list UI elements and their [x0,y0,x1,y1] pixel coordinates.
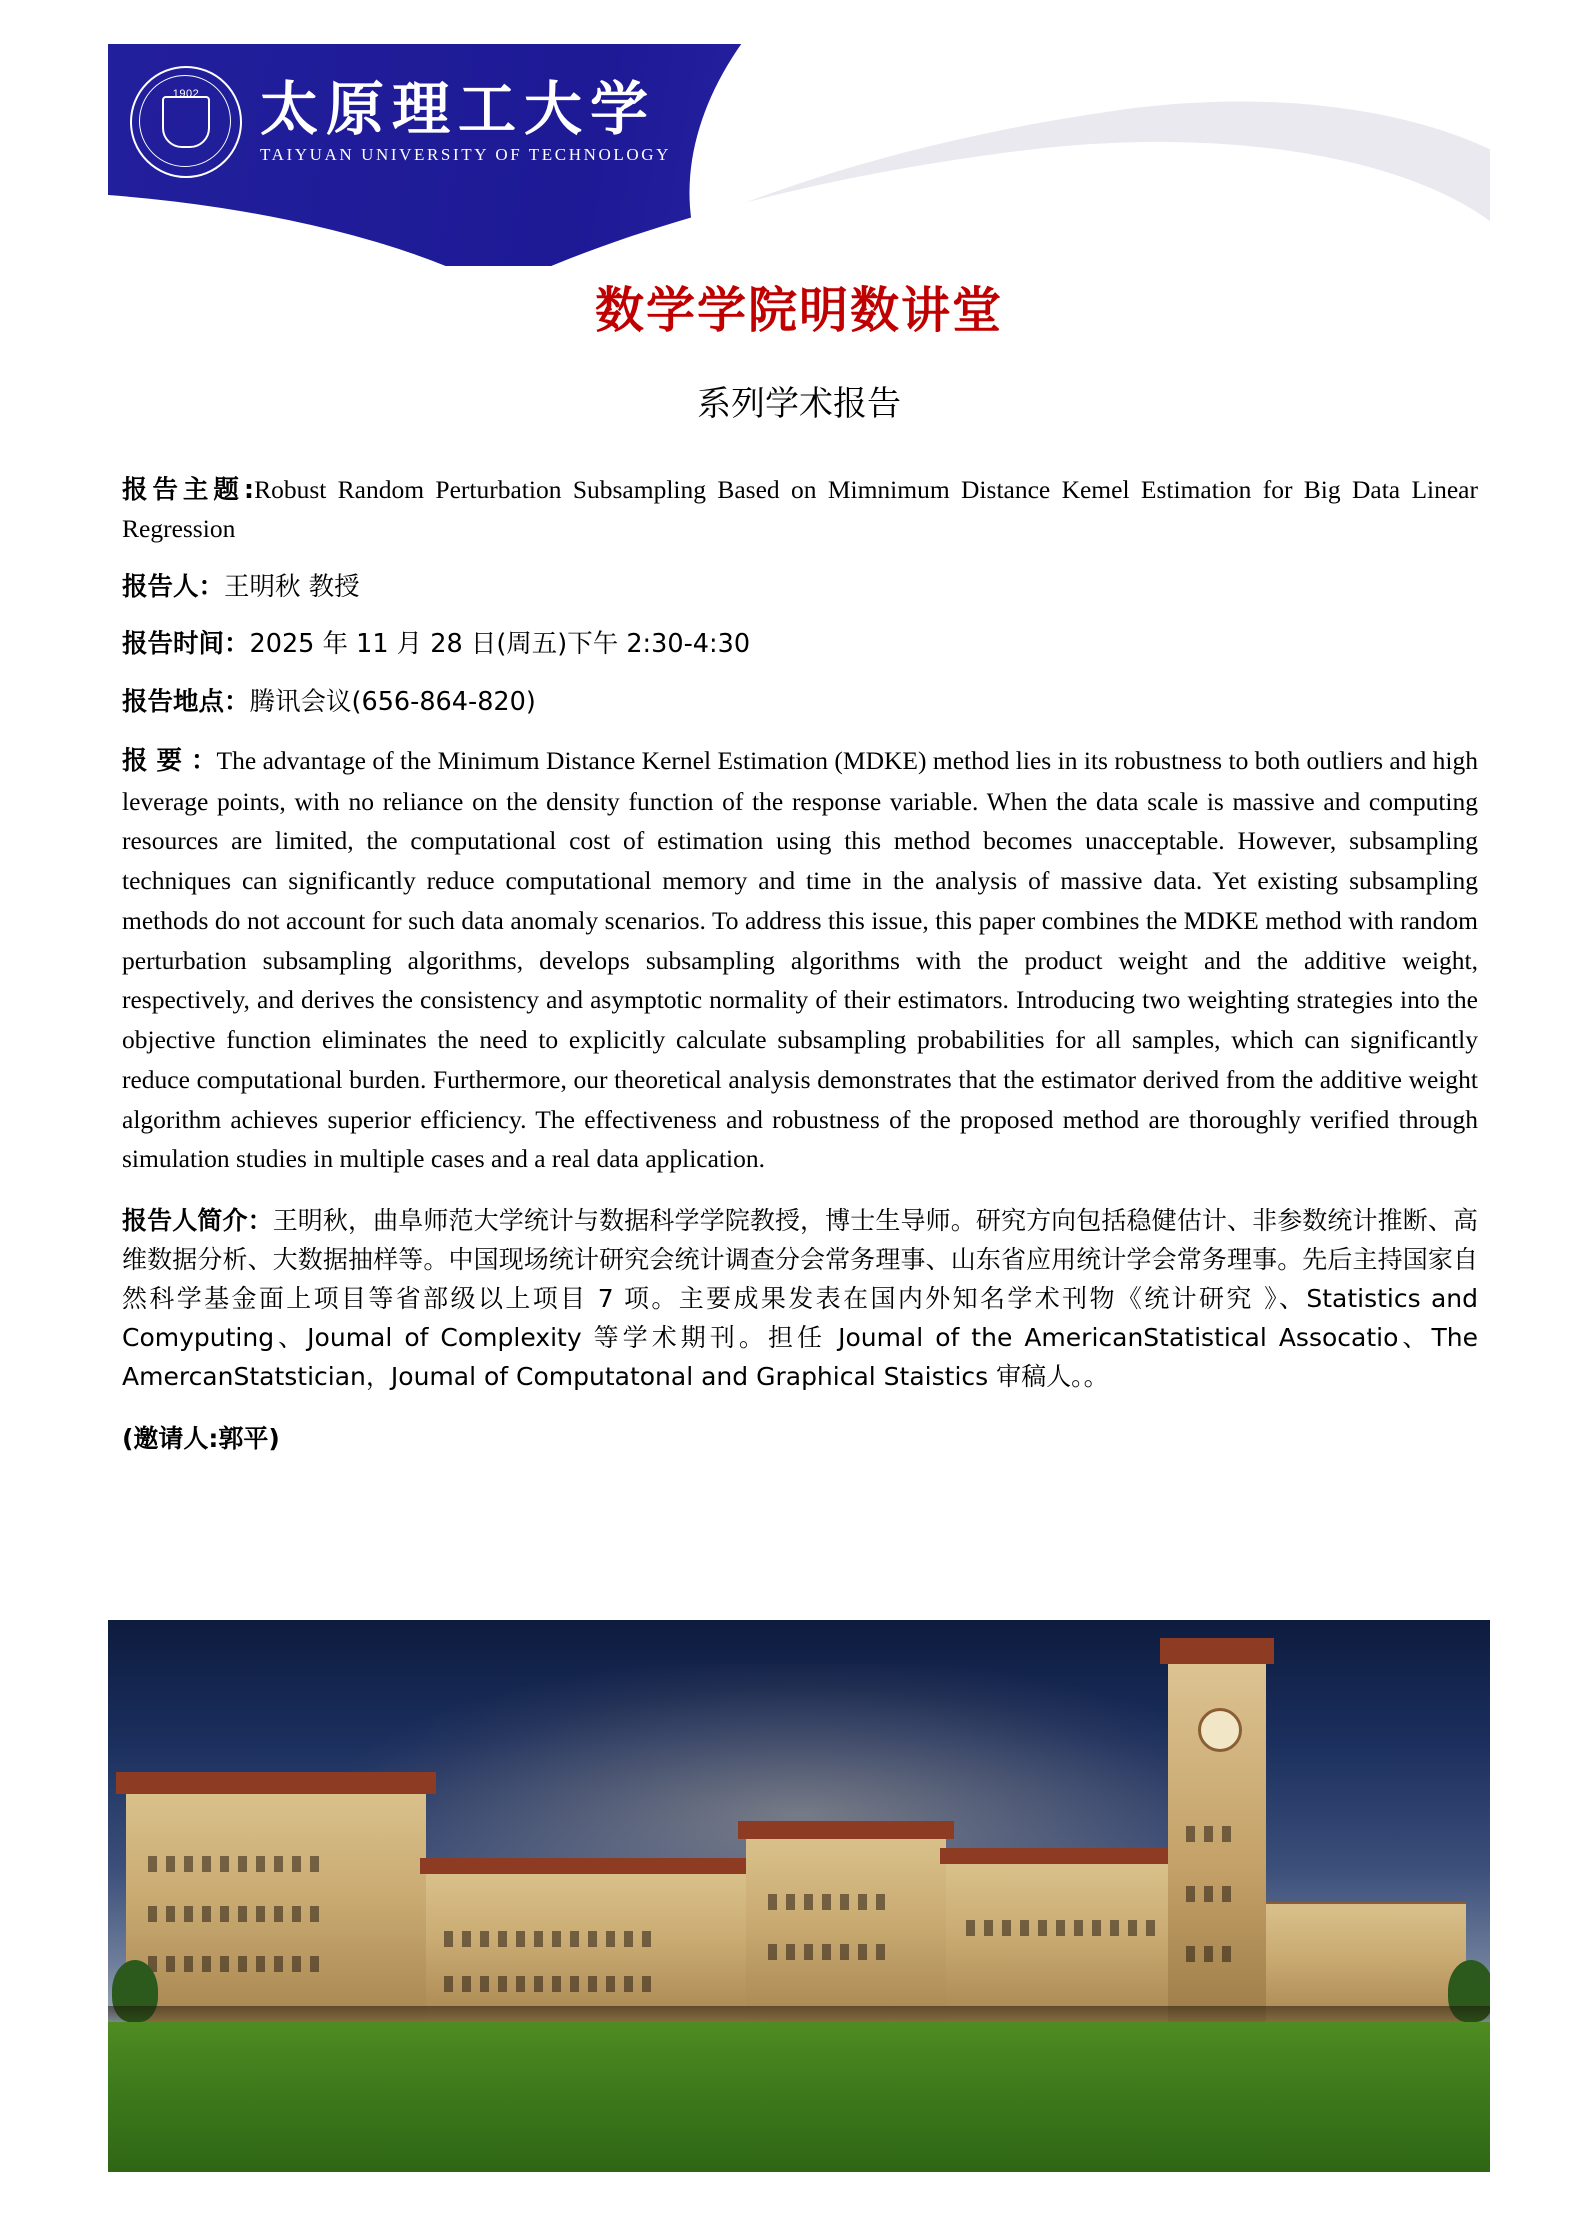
building-left-roof [116,1772,436,1794]
topic-value: Robust Random Perturbation Subsampling Based on Mimnimum Distance Kemel Estimation for Big Data Linear Regression [122,475,1478,543]
university-seal-icon [130,66,242,178]
window-row [966,1920,1155,1936]
bio-value: 王明秋，曲阜师范大学统计与数据科学学院教授，博士生导师。研究方向包括稳健估计、非参数统计推断、高维数据分析、大数据抽样等。中国现场统计研究会统计调查分会常务理事、山东省应用统计学会常务理事。先后主持国家自然科学基金面上项目等省部级以上项目 7 项。主要成果发表在国内外知名学术刊物《统计研究 》、Statistics and Comyputing、Joumal of Complexity 等学术期刊。担任 Joumal of the AmericanStatistical Assocatio、The AmercanStatstician，Joumal of Computatonal and Graphical Staistics 审稿人。。 [122,1206,1478,1392]
poster-body [108,471,1490,1458]
window-row [1186,1946,1231,1962]
time-value: 2025 年 11 月 28 日(周五)下午 2:30-4:30 [249,629,751,660]
seal-year-label: 1902 [172,88,200,100]
place-value: 腾讯会议(656-864-820) [249,687,536,717]
abstract-label: 报 要 ： [122,745,217,776]
university-logo [130,66,671,178]
field-topic [122,471,1478,549]
field-place [122,683,1478,722]
logo-text-block [260,74,671,166]
building-middle [426,1872,746,2024]
building-middle-roof [420,1858,752,1874]
building-center [746,1837,946,2024]
page-subtitle: 系列学术报告 [697,384,901,424]
speaker-label: 报告人： [122,571,225,602]
field-abstract [122,741,1478,1179]
field-time [122,625,1478,664]
place-label: 报告地点： [122,687,250,717]
page-title: 数学学院明数讲堂 [594,282,1003,339]
field-bio [122,1201,1478,1396]
seal-emblem-icon [162,96,210,148]
window-row [148,1906,319,1922]
field-speaker [122,568,1478,607]
abstract-value: The advantage of the Minimum Distance Kernel Estimation (MDKE) method lies in its robustness to both outliers and high leverage points, with no reliance on the density function of the response variable. When the data scale is massive and computing resources are limited, the computational cost of estimation using this method becomes unacceptable. However, subsampling techniques can significantly reduce computational memory and time in the analysis of massive data. Yet existing subsampling methods do not account for such data anomaly scenarios. To address this issue, this paper combines the MDKE method with random perturbation subsampling algorithms, develops subsampling algorithms with the product weight and the additive weight, respectively, and derives the consistency and asymptotic normality of their estimators. Introducing two weighting strategies into the objective function eliminates the need to explicitly calculate subsampling probabilities for all samples, which can significantly reduce computational burden. Furthermore, our theoretical analysis demonstrates that the estimator derived from the additive weight algorithm achieves superior efficiency. The effectiveness and robustness of the proposed method are thoroughly verified through simulation studies in multiple cases and a real data application. [122,745,1479,1174]
campus-photo [108,1620,1490,2172]
field-inviter: (邀请人:郭平) [122,1424,280,1454]
clock-tower-roof [1160,1638,1274,1664]
building-center-roof [738,1821,954,1839]
window-row [444,1976,651,1992]
speaker-value: 王明秋 教授 [224,571,360,602]
lawn [108,2022,1490,2172]
topic-label: 报告主题: [122,475,255,505]
university-name-cn: 太原理工大学 [260,74,657,143]
time-label: 报告时间： [122,629,250,660]
window-row [1186,1826,1231,1842]
window-row [768,1944,885,1960]
window-row [148,1956,319,1972]
window-row [768,1894,885,1910]
tower-clock-face-icon [1198,1708,1242,1752]
poster-page [108,44,1490,2172]
window-row [444,1931,651,1947]
window-row [1186,1886,1231,1902]
window-row [148,1856,319,1872]
bio-label: 报告人简介： [122,1206,273,1236]
university-name-en: TAIYUAN UNIVERSITY OF TECHNOLOGY [260,145,671,165]
